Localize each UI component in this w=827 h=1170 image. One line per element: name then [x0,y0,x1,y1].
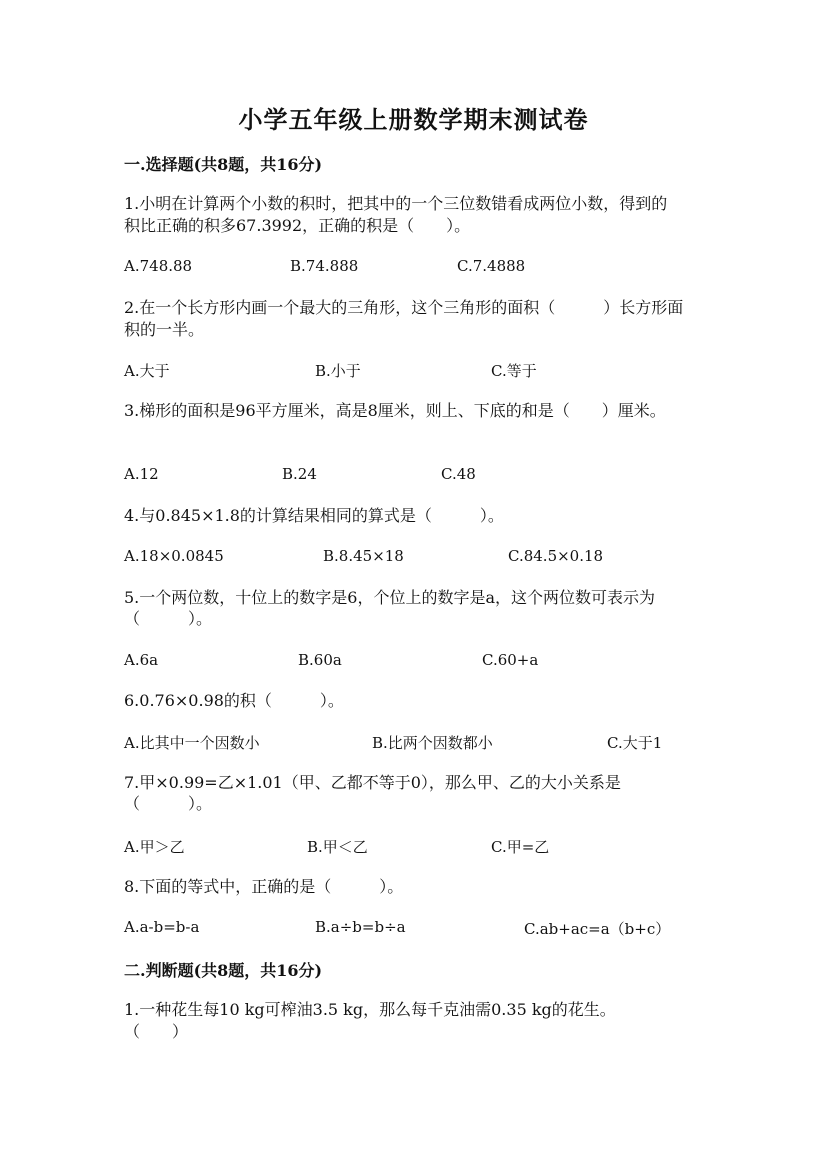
question-2-option-a: A.大于 [124,362,170,380]
question-3-option-b: B.24 [282,465,317,483]
question-6-option-a: A.比其中一个因数小 [124,734,260,752]
question-2-option-b: B.小于 [315,362,361,380]
section-heading-judgement: 二.判断题(共8题，共16分) [124,961,323,980]
question-5-option-b: B.60a [298,651,342,669]
question-2-option-c: C.等于 [491,362,537,380]
question-4-option-c: C.84.5×0.18 [508,547,604,565]
judgement-1-line-1: 1.一种花生每10 kg可榨油3.5 kg，那么每千克油需0.35 kg的花生。 [124,1000,616,1019]
question-8-option-a: A.a-b=b-a [124,918,200,936]
question-3-line-1: 3.梯形的面积是96平方厘米，高是8厘米，则上、下底的和是（ ）厘米。 [124,401,666,420]
question-5-option-a: A.6a [124,651,159,669]
question-7-option-b: B.甲＜乙 [307,838,368,856]
question-5-line-2: （ ）。 [124,609,213,628]
question-3-option-a: A.12 [124,465,159,483]
page-title: 小学五年级上册数学期末测试卷 [238,105,589,134]
question-6-option-c: C.大于1 [607,734,663,752]
question-1-line-1: 1.小明在计算两个小数的积时，把其中的一个三位数错看成两位小数，得到的 [124,194,668,213]
question-1-option-c: C.7.4888 [457,257,526,275]
question-8-option-b: B.a÷b=b÷a [315,918,406,936]
question-7-option-a: A.甲＞乙 [124,838,185,856]
question-3-option-c: C.48 [441,465,476,483]
question-8-line-1: 8.下面的等式中，正确的是（ ）。 [124,877,404,896]
question-1-option-b: B.74.888 [290,257,359,275]
question-5-option-c: C.60+a [482,651,539,669]
question-7-line-2: （ ）。 [124,794,213,813]
question-7-line-1: 7.甲×0.99=乙×1.01（甲、乙都不等于0），那么甲、乙的大小关系是 [124,773,621,792]
question-8-option-c: C.ab+ac=a（b+c） [524,920,671,938]
question-2-line-2: 积的一半。 [124,320,205,339]
question-2-line-1: 2.在一个长方形内画一个最大的三角形，这个三角形的面积（ ）长方形面 [124,298,684,317]
judgement-1-line-2: （ ） [124,1022,189,1041]
question-6-option-b: B.比两个因数都小 [372,734,493,752]
question-1-line-2: 积比正确的积多67.3992，正确的积是（ ）。 [124,216,471,235]
question-6-line-1: 6.0.76×0.98的积（ ）。 [124,691,344,710]
question-4-line-1: 4.与0.845×1.8的计算结果相同的算式是（ ）。 [124,506,504,525]
question-4-option-a: A.18×0.0845 [124,547,224,565]
section-heading-choice: 一.选择题(共8题，共16分) [124,155,323,174]
question-5-line-1: 5.一个两位数，十位上的数字是6，个位上的数字是a，这个两位数可表示为 [124,588,655,607]
question-7-option-c: C.甲=乙 [491,838,550,856]
question-1-option-a: A.748.88 [124,257,193,275]
question-4-option-b: B.8.45×18 [323,547,404,565]
